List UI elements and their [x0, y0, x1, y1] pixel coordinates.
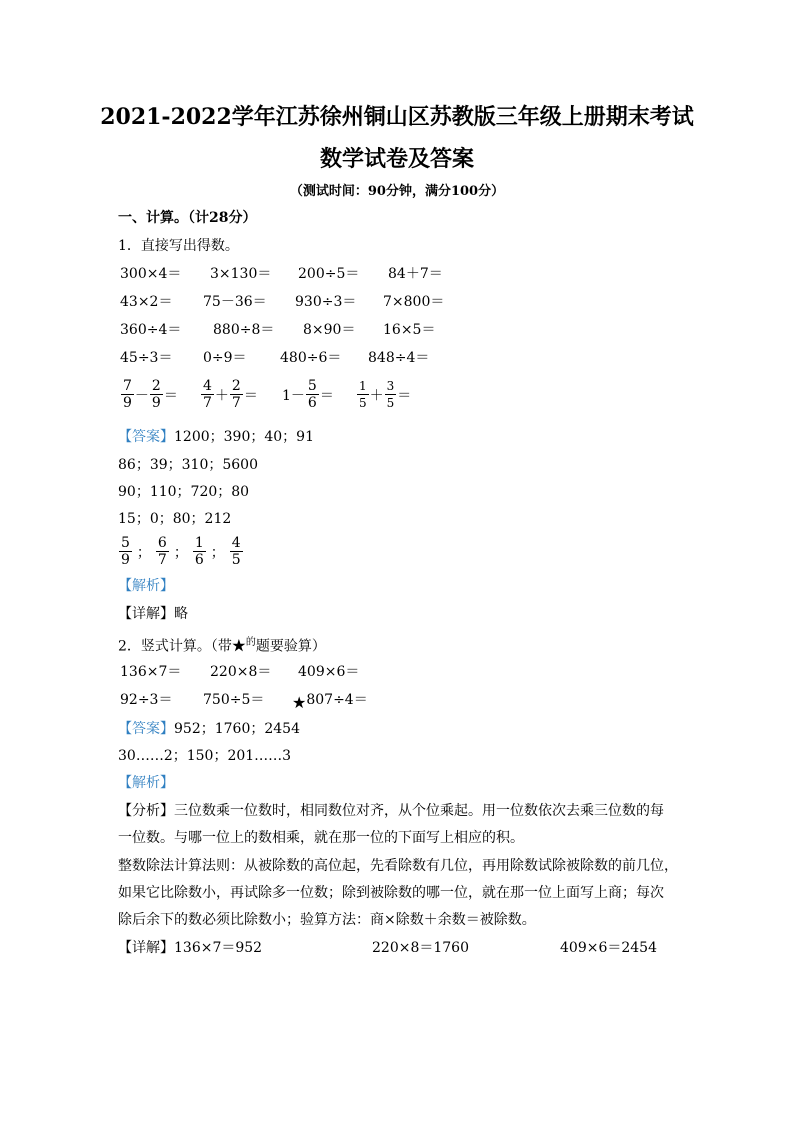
- lead-term: 1－: [282, 387, 305, 404]
- equals-sign: ＝: [163, 387, 178, 404]
- problem-cell: 360÷4＝: [120, 322, 182, 338]
- numerator: 1: [359, 379, 367, 393]
- fraction: [150, 378, 163, 411]
- detail-tag: 【详解】: [118, 940, 174, 956]
- problem-cell: 880÷8＝: [213, 322, 275, 338]
- problem-cell: 200÷5＝: [298, 266, 360, 282]
- separator: ；: [210, 544, 225, 561]
- denominator: 6: [307, 395, 317, 411]
- denominator: 9: [123, 395, 132, 411]
- answer-text: 1200；390；40；91: [174, 429, 314, 445]
- answer-line: [118, 426, 314, 446]
- detail-line: [118, 937, 262, 957]
- problem-cell: 300×4＝: [120, 266, 182, 282]
- fraction: [230, 535, 243, 568]
- fraction: [357, 378, 369, 411]
- problem-cell: 136×7＝: [120, 664, 182, 680]
- problem-cell: 750÷5＝: [203, 692, 265, 708]
- problem-cell: 7×800＝: [383, 294, 445, 310]
- analysis-tag: 【解析】: [118, 578, 174, 594]
- paragraph-line: 如果它比除数小，再试除多一位数；除到被除数的哪一位，就在那一位上面写上商；每次: [118, 885, 664, 901]
- equals-sign: ＝: [397, 387, 412, 404]
- numerator: 1: [194, 535, 204, 551]
- prompt-text: 2．竖式计算。（带: [118, 638, 232, 655]
- problem-text: 807÷4＝: [306, 692, 368, 708]
- prompt-text: 题要验算）: [255, 638, 326, 655]
- operator: －: [134, 387, 149, 404]
- denominator: 5: [359, 396, 367, 410]
- problem-cell: 220×8＝: [210, 664, 272, 680]
- prompt-superscript: 的: [245, 637, 256, 648]
- fraction: [201, 378, 214, 411]
- numerator: 6: [157, 535, 167, 551]
- fraction-problem-3: [282, 378, 334, 411]
- problem-cell: 92÷3＝: [120, 692, 173, 708]
- numerator: 2: [231, 378, 241, 394]
- answer-line: [118, 718, 300, 738]
- paragraph-line: 除后余下的数必须比除数小；验算方法：商×除数＋余数＝被除数。: [118, 912, 536, 928]
- answer-line: 90；110；720；80: [118, 484, 250, 500]
- operator: ＋: [369, 387, 384, 404]
- numerator: 5: [307, 378, 317, 394]
- problem-cell: 16×5＝: [383, 322, 436, 338]
- problem-cell: 45÷3＝: [120, 350, 173, 366]
- denominator: 7: [231, 395, 241, 411]
- problem-cell: 8×90＝: [303, 322, 356, 338]
- numerator: 4: [231, 535, 241, 551]
- denominator: 5: [386, 396, 395, 410]
- problem-cell-starred: [292, 689, 368, 712]
- denominator: 7: [157, 552, 167, 568]
- detail-item: 409×6＝2454: [560, 940, 657, 956]
- paragraph-line: 一位数。与哪一位上的数相乘，就在那一位的下面写上相应的积。: [118, 830, 524, 846]
- denominator: 9: [151, 395, 161, 411]
- fraction: [119, 535, 132, 568]
- star-icon: ★: [231, 638, 246, 655]
- problem-cell: 0÷9＝: [203, 350, 247, 366]
- question-1-prompt: 1．直接写出得数。: [118, 238, 239, 254]
- problem-cell: 75－36＝: [203, 294, 267, 310]
- denominator: 5: [231, 552, 241, 568]
- detail-line: 【详解】略: [118, 606, 188, 622]
- problem-cell: 3×130＝: [210, 266, 272, 282]
- detail-item: 136×7＝952: [174, 940, 263, 956]
- analysis-paragraph: [118, 800, 664, 820]
- numerator: 3: [386, 379, 395, 393]
- detail-item: 220×8＝1760: [372, 940, 469, 956]
- problem-cell: 930÷3＝: [295, 294, 357, 310]
- problem-cell: 84＋7＝: [388, 266, 443, 282]
- paragraph-line: 整数除法计算法则：从被除数的高位起，先看除数有几位，再用除数试除被除数的前几位，: [118, 858, 678, 874]
- section-heading: 一、计算。（计28分）: [118, 210, 257, 226]
- separator: ；: [173, 544, 188, 561]
- separator: ；: [136, 544, 151, 561]
- problem-cell: 480÷6＝: [280, 350, 342, 366]
- problem-cell: 848÷4＝: [368, 350, 430, 366]
- star-icon: ★: [292, 693, 307, 712]
- fraction-problem-4: [356, 378, 411, 411]
- operator: ＋: [214, 387, 229, 404]
- paragraph-text: 三位数乘一位数时，相同数位对齐，从个位乘起。用一位数依次去乘三位数的每: [174, 803, 664, 819]
- denominator: 9: [121, 552, 130, 568]
- answer-line: 30……2；150；201……3: [118, 748, 292, 764]
- answer-tag: 【答案】: [118, 721, 174, 737]
- numerator: 5: [121, 535, 130, 551]
- fraction: [156, 535, 169, 568]
- denominator: 6: [194, 552, 204, 568]
- document-subtitle: 数学试卷及答案: [319, 146, 474, 172]
- fraction: [385, 378, 397, 411]
- answer-tag: 【答案】: [118, 429, 174, 445]
- document-title: 2021-2022学年江苏徐州铜山区苏教版三年级上册期末考试: [100, 104, 694, 130]
- question-2-prompt: [118, 633, 326, 656]
- equals-sign: ＝: [243, 387, 258, 404]
- answer-line: 86；39；310；5600: [118, 457, 258, 473]
- fraction-problem-2: [200, 378, 258, 411]
- test-info: （测试时间：90分钟，满分100分）: [289, 184, 505, 199]
- problem-cell: 43×2＝: [120, 294, 173, 310]
- denominator: 7: [203, 395, 212, 411]
- fenxi-tag: 【分析】: [118, 803, 174, 819]
- numerator: 4: [203, 378, 212, 394]
- answer-line: 15；0；80；212: [118, 511, 232, 527]
- answer-text: 952；1760；2454: [174, 721, 300, 737]
- numerator: 7: [123, 378, 132, 394]
- analysis-tag: 【解析】: [118, 775, 174, 791]
- answer-fractions: [118, 535, 244, 568]
- equals-sign: ＝: [319, 387, 334, 404]
- fraction: [230, 378, 243, 411]
- problem-cell: 409×6＝: [298, 664, 360, 680]
- fraction-problem-1: [120, 378, 178, 411]
- fraction: [121, 378, 134, 411]
- numerator: 2: [151, 378, 161, 394]
- fraction: [306, 378, 319, 411]
- fraction: [193, 535, 206, 568]
